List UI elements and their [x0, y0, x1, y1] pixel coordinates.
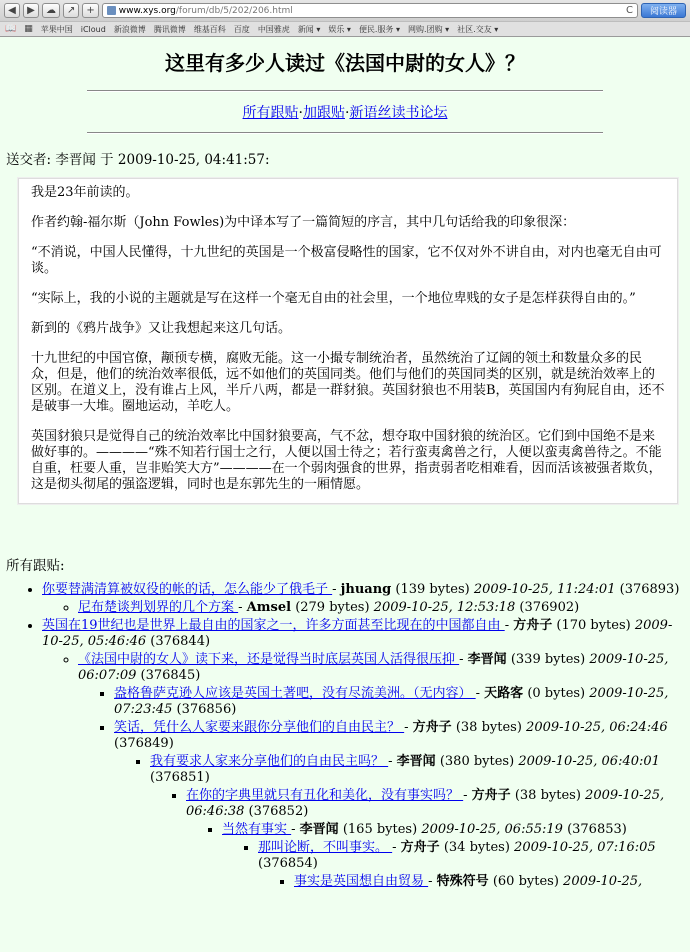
- followup-size: (139 bytes): [395, 582, 470, 597]
- share-icon: ↗: [67, 5, 76, 16]
- followup-id: (376856): [176, 702, 237, 717]
- followup-id: (376849): [114, 736, 174, 751]
- followup-link[interactable]: 英国在19世纪也是世界上最自由的国家之一，许多方面甚至比现在的中国都自由: [42, 618, 505, 633]
- followup-time: 2009-10-25, 06:46:38: [186, 788, 665, 819]
- post-paragraph: 十九世纪的中国官僚，颟顸专横，腐败无能。这一小撮专制统治者，虽然统治了辽阔的领土和数量众多的民众，但是，他们的统治效率很低，远不如他们的英国同类。他们与他们的英国同类的区别，就是统治效率上的区别。在道义上，没有谁占上风，半斤八两，都是一群豺狼。英国豺狼也不用装B，英国国内有狗屁自由，还不是破事一大堆。圈地运动，羊吃人。: [31, 351, 665, 414]
- followup-author: 特殊符号: [436, 874, 489, 889]
- nav-separator: ·: [345, 105, 350, 121]
- share-button[interactable]: [63, 3, 79, 18]
- forum-nav: [6, 102, 684, 122]
- followup-size: (170 bytes): [556, 618, 631, 633]
- followup-author: jhuang: [340, 582, 392, 597]
- bookmark-item[interactable]: iCloud: [80, 24, 106, 34]
- followup-id: (376853): [567, 822, 627, 837]
- followup-link[interactable]: 尼布楚谈判划界的几个方案: [78, 600, 239, 615]
- bookmark-item[interactable]: 新浪微博: [113, 24, 146, 34]
- followup-link[interactable]: 你要替满清算被奴役的帐的话，怎么能少了俄毛子: [42, 582, 333, 597]
- back-button[interactable]: [4, 3, 20, 18]
- followup-time: 2009-10-25, 06:55:19: [421, 822, 563, 837]
- reload-icon[interactable]: C: [626, 5, 633, 16]
- followup-item: ▪ 事实是英国想自由贸易 - 特殊符号 (60 bytes) 2009-10-25,: [294, 874, 684, 890]
- post-body: [18, 178, 678, 504]
- followup-id: (376851): [150, 770, 210, 785]
- bookmark-item[interactable]: 便民.服务 ▾: [358, 24, 401, 34]
- followup-time: 2009-10-25, 11:24:01: [473, 582, 616, 597]
- icloud-tabs-button[interactable]: [42, 3, 60, 18]
- followup-size: (60 bytes): [492, 874, 559, 889]
- divider: [87, 90, 603, 92]
- forward-button[interactable]: [23, 3, 39, 18]
- post-paragraph: 新到的《鸦片战争》又让我想起来这几句话。: [31, 321, 292, 336]
- bookmark-item[interactable]: 新闻 ▾: [297, 24, 321, 34]
- followup-author: 李晋闻: [467, 652, 507, 667]
- followup-author: 李晋闻: [299, 822, 339, 837]
- followup-author: 天路客: [484, 686, 524, 701]
- followup-time: 2009-10-25, 05:46:46: [42, 618, 673, 649]
- followup-id: (376844): [150, 634, 211, 649]
- followup-size: (38 bytes): [514, 788, 581, 803]
- followup-author: 李晋闻: [396, 754, 436, 769]
- site-favicon-icon: [107, 6, 116, 15]
- page-content: [0, 47, 690, 890]
- back-icon: ◀: [8, 5, 16, 16]
- followup-time: 2009-10-25, 12:53:18: [373, 600, 516, 615]
- bookmarks-bar: [0, 21, 690, 36]
- cloud-icon: ☁: [46, 5, 56, 16]
- followup-link[interactable]: 我有要求人家来分享他们的自由民主吗？: [150, 754, 389, 769]
- page-title: 这里有多少人读过《法国中尉的女人》？: [165, 51, 525, 75]
- followup-item: • 你要替满清算被奴役的帐的话，怎么能少了俄毛子 - jhuang (139 bytes) 2009-10-25, 11:24:01 (376893) ◦ 尼布楚谈判划界的几个方案 - Amsel (279 bytes) 2009-10-25, 12:53:18 (376902): [42, 582, 684, 616]
- followup-time: 2009-10-25, 06:40:01: [518, 754, 660, 769]
- followup-link[interactable]: 事实是英国想自由贸易: [294, 874, 429, 889]
- bookmark-item[interactable]: 百度: [233, 24, 250, 34]
- followups-heading: 所有跟贴:: [6, 558, 65, 574]
- followup-size: (0 bytes): [527, 686, 586, 701]
- poster-line: 送交者: 李晋闻 于 2009-10-25, 04:41:57:: [6, 152, 270, 168]
- forward-icon: ▶: [27, 5, 35, 16]
- followup-size: (38 bytes): [455, 720, 522, 735]
- followup-id: (376893): [619, 582, 680, 597]
- followup-item: ▪ 当然有事实 - 李晋闻 (165 bytes) 2009-10-25, 06:55:19 (376853) ▪ 那叫论断，不叫事实。 - 方舟子 (34 bytes) 2009-10-25, 07:16:05 (376854) ▪ 事实是英国想自由贸易 - 特殊符号 (60 bytes) 2009-10-25,: [222, 822, 684, 890]
- followup-link[interactable]: 当然有事实: [222, 822, 292, 837]
- followup-item: • 英国在19世纪也是世界上最自由的国家之一，许多方面甚至比现在的中国都自由 - 方舟子 (170 bytes) 2009-10-25, 05:46:46 (376844) ◦ 《法国中尉的女人》读下来，还是觉得当时底层英国人活得很压抑 - 李晋闻 (339 bytes) 2009-10-25, 06:07:09 (376845) ▪ 盎格鲁萨克逊人应该是英国土著吧，没有尽流美洲。（无内容） - 天路客 (0 bytes) 2009-10-25, 07:23:45 (376856) ▪ 笑话，凭什么人家要来跟你分享他们的自由民主？ - 方舟子 (38 bytes) 2009-10-25, 06:24:46 (376849) ▪ 我有要求人家来分享他们的自由民主吗？ - 李晋闻 (380 bytes) 2009-10-25, 06:40:01 (376851) ▪ 在你的字典里就只有丑化和美化，没有事实吗？ - 方舟子 (38 bytes) 2009-10-25, 06:46:38 (376852) ▪ 当然有事实 - 李晋闻 (165 bytes) 2009-10-25, 06:55:19 (376853) ▪ 那叫论断，不叫事实。 - 方舟子 (34 bytes) 2009-10-25, 07:16:05 (376854) ▪ 事实是英国想自由贸易 - 特殊符号 (60 bytes) 2009-10-25,: [42, 618, 684, 890]
- bookmark-item[interactable]: 苹果中国: [40, 24, 73, 34]
- followup-size: (339 bytes): [510, 652, 586, 667]
- followups-list: [6, 582, 684, 890]
- all-followups-link[interactable]: 所有跟贴: [242, 105, 299, 121]
- followup-id: (376902): [519, 600, 580, 615]
- post-paragraph: 英国豺狼只是觉得自己的统治效率比中国豺狼要高，气不忿，想夺取中国豺狼的统治区。它们到中国绝不是来做好事的。————“殊不知若行国士之行，人便以国士待之；若行蛮夷禽兽之行，人便以蛮夷禽兽待之。不能自重，枉要人重，岂非贻笑大方”————在一个弱肉强食的世界，指责弱者吃相难看，因而活该被强者欺负，这是彻头彻尾的强盗逻辑，同时也是东郭先生的一厢情愿。: [31, 429, 662, 492]
- followup-item: ▪ 盎格鲁萨克逊人应该是英国土著吧，没有尽流美洲。（无内容） - 天路客 (0 bytes) 2009-10-25, 07:23:45 (376856): [114, 686, 684, 718]
- plus-icon: +: [86, 5, 95, 16]
- followup-author: 方舟子: [412, 720, 452, 735]
- followup-item: ▪ 在你的字典里就只有丑化和美化，没有事实吗？ - 方舟子 (38 bytes) 2009-10-25, 06:46:38 (376852) ▪ 当然有事实 - 李晋闻 (165 bytes) 2009-10-25, 06:55:19 (376853) ▪ 那叫论断，不叫事实。 - 方舟子 (34 bytes) 2009-10-25, 07:16:05 (376854) ▪ 事实是英国想自由贸易 - 特殊符号 (60 bytes) 2009-10-25,: [186, 788, 684, 890]
- followup-size: (279 bytes): [295, 600, 370, 615]
- bookmark-item[interactable]: 娱乐 ▾: [328, 24, 351, 34]
- bookmark-item[interactable]: 腾讯微博: [153, 24, 186, 34]
- followup-author: 方舟子: [471, 788, 511, 803]
- followup-id: (376845): [140, 668, 201, 683]
- followup-size: (380 bytes): [439, 754, 515, 769]
- bookmark-item[interactable]: 维基百科: [193, 24, 226, 34]
- followup-item: ▪ 笑话，凭什么人家要来跟你分享他们的自由民主？ - 方舟子 (38 bytes) 2009-10-25, 06:24:46 (376849) ▪ 我有要求人家来分享他们的自由民主吗？ - 李晋闻 (380 bytes) 2009-10-25, 06:40:01 (376851) ▪ 在你的字典里就只有丑化和美化，没有事实吗？ - 方舟子 (38 bytes) 2009-10-25, 06:46:38 (376852) ▪ 当然有事实 - 李晋闻 (165 bytes) 2009-10-25, 06:55:19 (376853) ▪ 那叫论断，不叫事实。 - 方舟子 (34 bytes) 2009-10-25, 07:16:05 (376854) ▪ 事实是英国想自由贸易 - 特殊符号 (60 bytes) 2009-10-25,: [114, 720, 684, 890]
- add-followup-link[interactable]: 加跟贴: [303, 105, 345, 121]
- followup-size: (165 bytes): [342, 822, 418, 837]
- url-host: www.xys.org: [118, 5, 176, 16]
- address-bar[interactable]: [102, 3, 638, 18]
- book-icon[interactable]: 📖: [5, 24, 17, 34]
- followup-id: (376854): [258, 856, 318, 871]
- followup-author: 方舟子: [513, 618, 553, 633]
- followup-size: (34 bytes): [443, 840, 510, 855]
- followup-author: 方舟子: [400, 840, 440, 855]
- followup-link[interactable]: 那叫论断，不叫事实。: [258, 840, 393, 855]
- followup-item: ◦ 尼布楚谈判划界的几个方案 - Amsel (279 bytes) 2009-10-25, 12:53:18 (376902): [78, 600, 684, 616]
- followup-time: 2009-10-25, 07:23:45: [114, 686, 669, 717]
- followup-id: (376852): [248, 804, 309, 819]
- add-bookmark-button[interactable]: [82, 3, 98, 18]
- url-path: /forum/db/5/202/206.html: [175, 5, 293, 16]
- reader-button[interactable]: 阅读器: [641, 3, 686, 18]
- followup-item: ▪ 那叫论断，不叫事实。 - 方舟子 (34 bytes) 2009-10-25, 07:16:05 (376854) ▪ 事实是英国想自由贸易 - 特殊符号 (60 bytes) 2009-10-25,: [258, 840, 684, 890]
- browser-chrome: [0, 0, 690, 37]
- post-paragraph: “实际上，我的小说的主题就是写在这样一个毫无自由的社会里，一个地位卑贱的女子是怎样获得自由的。”: [31, 291, 636, 306]
- nav-separator: ·: [298, 105, 303, 121]
- grid-icon[interactable]: ▦: [24, 24, 33, 34]
- followup-link[interactable]: 在你的字典里就只有丑化和美化，没有事实吗？: [186, 788, 464, 803]
- followup-author: Amsel: [246, 600, 292, 615]
- post-paragraph: 我是23年前读的。: [31, 185, 139, 200]
- followup-item: ▪ 我有要求人家来分享他们的自由民主吗？ - 李晋闻 (380 bytes) 2009-10-25, 06:40:01 (376851) ▪ 在你的字典里就只有丑化和美化，没有事实吗？ - 方舟子 (38 bytes) 2009-10-25, 06:46:38 (376852) ▪ 当然有事实 - 李晋闻 (165 bytes) 2009-10-25, 06:55:19 (376853) ▪ 那叫论断，不叫事实。 - 方舟子 (34 bytes) 2009-10-25, 07:16:05 (376854) ▪ 事实是英国想自由贸易 - 特殊符号 (60 bytes) 2009-10-25,: [150, 754, 684, 890]
- bookmark-item[interactable]: 中国雅虎: [257, 24, 290, 34]
- browser-toolbar: [0, 0, 690, 21]
- bookmark-item[interactable]: 网购.团购 ▾: [408, 24, 450, 34]
- followup-link[interactable]: 笑话，凭什么人家要来跟你分享他们的自由民主？: [114, 720, 405, 735]
- post-paragraph: “不消说，中国人民懂得，十九世纪的英国是一个极富侵略性的国家，它不仅对外不讲自由，对内也毫无自由可谈。: [31, 245, 662, 276]
- followup-time: 2009-10-25, 06:07:09: [78, 652, 669, 683]
- followup-time: 2009-10-25,: [563, 874, 643, 889]
- followup-link[interactable]: 盎格鲁萨克逊人应该是英国土著吧，没有尽流美洲。（无内容）: [114, 686, 476, 701]
- followup-link[interactable]: 《法国中尉的女人》读下来，还是觉得当时底层英国人活得很压抑: [78, 652, 460, 667]
- followup-time: 2009-10-25, 06:24:46: [526, 720, 668, 735]
- followup-item: ◦ 《法国中尉的女人》读下来，还是觉得当时底层英国人活得很压抑 - 李晋闻 (339 bytes) 2009-10-25, 06:07:09 (376845) ▪ 盎格鲁萨克逊人应该是英国土著吧，没有尽流美洲。（无内容） - 天路客 (0 bytes) 2009-10-25, 07:23:45 (376856) ▪ 笑话，凭什么人家要来跟你分享他们的自由民主？ - 方舟子 (38 bytes) 2009-10-25, 06:24:46 (376849) ▪ 我有要求人家来分享他们的自由民主吗？ - 李晋闻 (380 bytes) 2009-10-25, 06:40:01 (376851) ▪ 在你的字典里就只有丑化和美化，没有事实吗？ - 方舟子 (38 bytes) 2009-10-25, 06:46:38 (376852) ▪ 当然有事实 - 李晋闻 (165 bytes) 2009-10-25, 06:55:19 (376853) ▪ 那叫论断，不叫事实。 - 方舟子 (34 bytes) 2009-10-25, 07:16:05 (376854) ▪ 事实是英国想自由贸易 - 特殊符号 (60 bytes) 2009-10-25,: [78, 652, 684, 890]
- forum-home-link[interactable]: 新语丝读书论坛: [349, 105, 448, 121]
- bookmark-item[interactable]: 社区.交友 ▾: [457, 24, 499, 34]
- divider: [87, 132, 603, 134]
- post-paragraph: 作者约翰-福尔斯（John Fowles)为中译本写了一篇简短的序言，其中几句话给我的印象很深：: [31, 215, 576, 230]
- followup-time: 2009-10-25, 07:16:05: [514, 840, 656, 855]
